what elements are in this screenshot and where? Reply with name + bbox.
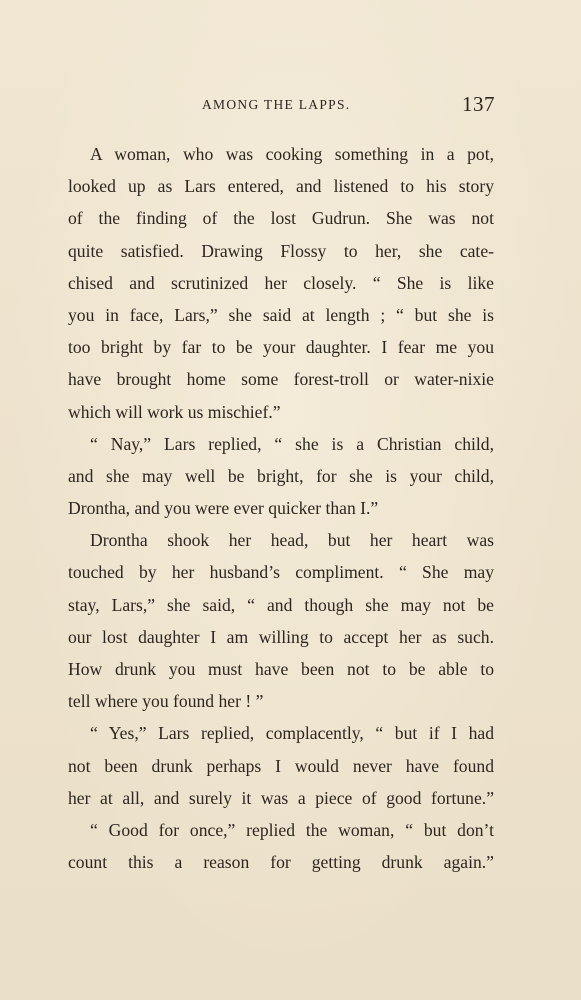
text-line: count this a reason for getting drunk again.” [68, 852, 494, 873]
page-number: 137 [462, 92, 495, 116]
text-line: of the finding of the lost Gudrun. She was not [68, 208, 494, 229]
body-text [68, 138, 494, 878]
text-line: have brought home some forest-troll or water-nixie [68, 369, 494, 390]
text-line: looked up as Lars entered, and listened to his story [68, 176, 494, 197]
text-line: touched by her husband’s compliment. “ She may [68, 562, 494, 583]
text-line: you in face, Lars,” she said at length ; “ but she is [68, 304, 494, 325]
text-line: tell where you found her ! ” [68, 691, 264, 712]
text-line: Drontha, and you were ever quicker than I.” [68, 498, 379, 519]
text-line: which will work us mischief.” [68, 401, 281, 422]
text-line: “ Good for once,” replied the woman, “ but don’t [90, 819, 494, 840]
text-line: “ Nay,” Lars replied, “ she is a Christian child, [90, 433, 494, 454]
text-line: “ Yes,” Lars replied, complacently, “ but if I had [90, 723, 494, 744]
text-line: our lost daughter I am willing to accept her as such. [68, 626, 494, 647]
text-line: and she may well be bright, for she is your child, [68, 465, 494, 486]
text-line: too bright by far to be your daughter. I fear me you [68, 337, 494, 358]
running-head: AMONG THE LAPPS. [202, 97, 351, 112]
text-line: her at all, and surely it was a piece of good fortune.” [68, 787, 494, 808]
page-header [0, 94, 581, 124]
text-line: Drontha shook her head, but her heart was [90, 530, 494, 551]
text-line: quite satisfied. Drawing Flossy to her, she cate- [68, 240, 494, 261]
text-line: not been drunk perhaps I would never have found [68, 755, 494, 776]
text-line: How drunk you must have been not to be able to [68, 659, 494, 679]
text-line: chised and scrutinized her closely. “ She is like [68, 272, 494, 293]
text-line: A woman, who was cooking something in a pot, [90, 144, 494, 164]
text-line: stay, Lars,” she said, “ and though she may not be [68, 594, 494, 615]
